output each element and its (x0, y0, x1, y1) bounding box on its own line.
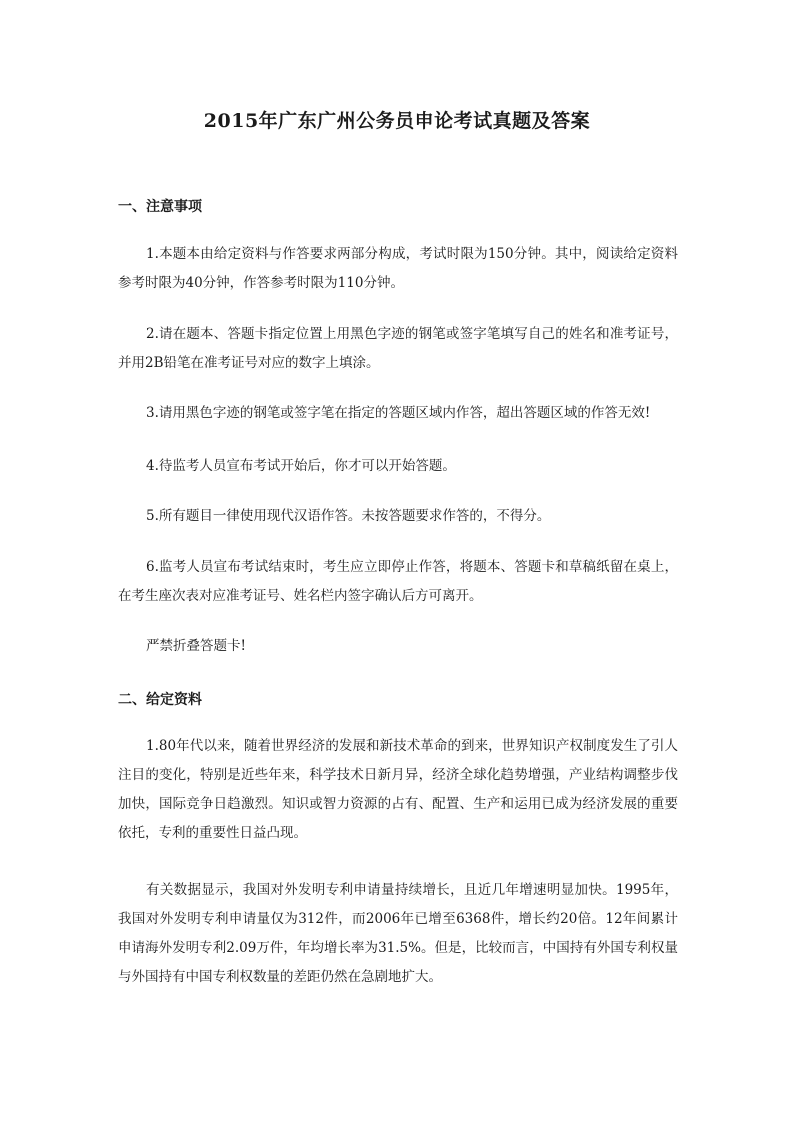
material-paragraph-1: 1.80年代以来，随着世界经济的发展和新技术革命的到来，世界知识产权制度发生了引人注目的变化，特别是近些年来，科学技术日新月异，经济全球化趋势增强，产业结构调整步伐加快，国际竞争日趋激烈。知识或智力资源的占有、配置、生产和运用已成为经济发展的重要依托，专利的重要性日益凸现。 (118, 738, 678, 841)
note-item-4: 4.待监考人员宣布考试开始后，你才可以开始答题。 (146, 458, 456, 474)
document-title: 2015年广东广州公务员申论考试真题及答案 (203, 110, 591, 132)
note-item-5: 5.所有题目一律使用现代汉语作答。未按答题要求作答的，不得分。 (146, 508, 551, 524)
note-warning: 严禁折叠答题卡! (146, 638, 246, 654)
note-item-1: 1.本题本由给定资料与作答要求两部分构成，考试时限为150分钟。其中，阅读给定资料参考时限为40分钟，作答参考时限为110分钟。 (118, 246, 678, 291)
note-item-6: 6.监考人员宣布考试结束时，考生应立即停止作答，将题本、答题卡和草稿纸留在桌上，在考生座次表对应准考证号、姓名栏内签字确认后方可离开。 (118, 559, 678, 604)
section-heading-notes: 一、注意事项 (118, 199, 202, 215)
note-item-3: 3.请用黑色字迹的钢笔或签字笔在指定的答题区域内作答，超出答题区域的作答无效! (146, 405, 651, 421)
note-item-2: 2.请在题本、答题卡指定位置上用黑色字迹的钢笔或签字笔填写自己的姓名和准考证号，并用2B铅笔在准考证号对应的数字上填涂。 (118, 326, 678, 371)
material-paragraph-2: 有关数据显示，我国对外发明专利申请量持续增长，且近几年增速明显加快。1995年，我国对外发明专利申请量仅为312件，而2006年已增至6368件，增长约20倍。12年间累计申请海外发明专利2.09万件，年均增长率为31.5%。但是，比较而言，中国持有外国专利权量与外国持有中国专利权数量的差距仍然在急剧地扩大。 (118, 882, 678, 985)
section-heading-materials: 二、给定资料 (118, 692, 202, 708)
